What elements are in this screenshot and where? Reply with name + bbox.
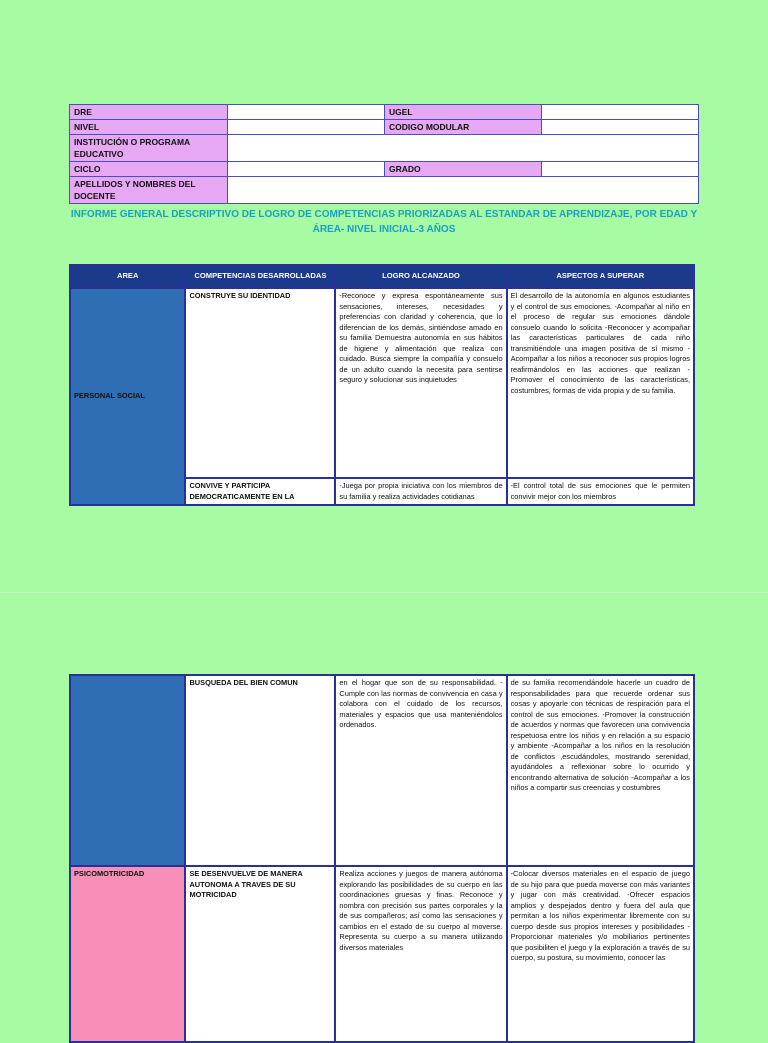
report-title: INFORME GENERAL DESCRIPTIVO DE LOGRO DE COMPETENCIAS PRIORIZADAS AL ESTANDAR DE APRENDIZAJE, POR EDAD Y ÁREA- NIVEL INICIAL-3 AÑOS (70, 209, 698, 235)
grado-label: GRADO (385, 162, 542, 177)
area-psicomotricidad: PSICOMOTRICIDAD (71, 867, 184, 1041)
area-personal-social: PERSONAL SOCIAL (71, 289, 184, 504)
area-personal-social-continued (71, 676, 184, 865)
header-aspectos: ASPECTOS A SUPERAR (508, 266, 693, 287)
competency-bien-comun: BUSQUEDA DEL BIEN COMUN (186, 676, 334, 865)
logro-identity: -Reconoce y expresa espontáneamente sus sensaciones, intereses, necesidades y preferencias con claridad y coherencia, que lo diferencian de los demás, sintiéndose amado en su familia Demuestra autonomía en sus hábitos de higiene y alimentación que realiza con cuidado. Busca siempre la compañía y consuelo de un adulto cuando la necesita para sentirse seguro y solucionar sus inquietudes (336, 289, 505, 477)
logro-convive: -Juega por propia iniciativa con los miembros de su familia y realiza actividades cotidianas (336, 479, 505, 504)
competency-motricidad: SE DESENVUELVE DE MANERA AUTONOMA A TRAVES DE SU MOTRICIDAD (186, 867, 334, 1041)
aspectos-motricidad: -Colocar diversos materiales en el espacio de juego de su hijo para que pueda moverse con más variantes y jugar con más creatividad. -Ofrecer espacios amplios y despejados dentro y fuera del aula que permitan a los niños experimentar libremente con su cuerpo desde sus propios intereses y posibilidades -Proporcionar materiales y/o mobiliarios pertinentes que posibiliten el juego y la exploración a través de su cuerpo, su postura, su movimiento, conocer las (508, 867, 693, 1041)
competency-identity: CONSTRUYE SU IDENTIDAD (186, 289, 334, 477)
nivel-value[interactable] (228, 120, 385, 135)
logro-bien-comun: en el hogar que son de su responsabilidad. -Cumple con las normas de convivencia en casa y colabora con el cuidado de los recursos, materiales y espacios que usa manteniéndolos ordenados. (336, 676, 505, 865)
codigo-modular-label: CODIGO MODULAR (385, 120, 542, 135)
aspectos-bien-comun: de su familia recomendándole hacerle un cuadro de responsabilidades para que recuerde ordenar sus cosas y apoyarle con técnicas de respiración para el control de sus emociones. -Promover la construcción de acuerdos y normas que favorecen una convivencia respetuosa entre los niños y en relación a su espacio y ambiente -Acompañar a los niños en la resolución de conflictos ,escudándoles, mostrando serenidad, ayudándoles a reflexionar sobre lo ocurrido y encontrando alternativa de solución -Acompañar a los niños a compartir sus creencias y costumbres (508, 676, 693, 865)
aspectos-identity: El desarrollo de la autonomía en algunos estudiantes y el control de sus emociones. -Acompañar al niño en el proceso de regular sus emociones dándole consuelo cuando lo solicita -Reconocer y acompañar las características particulares de cada niño transmitiéndole una imagen positiva de sí mismo -Acompañar a los niños a reconocer sus propios logros reafirmándolos en las acciones que realizan -Promover el conocimiento de las características, costumbres, formas de vida propia y de su familia. (508, 289, 693, 477)
codigo-modular-value[interactable] (542, 120, 699, 135)
ciclo-label: CICLO (70, 162, 228, 177)
logro-motricidad: Realiza acciones y juegos de manera autónoma explorando las posibilidades de su cuerpo en las coordinaciones gruesas y finas. Reconoce y nombra con precisión sus partes corporales y la de sus compañeros; así como las sensaciones y cambios en el estado de su cuerpo al moverse. Representa su cuerpo a su manera utilizando diversos materiales (336, 867, 505, 1041)
dre-label: DRE (70, 105, 228, 120)
docente-value[interactable] (228, 177, 699, 204)
header-competencias: COMPETENCIAS DESARROLLADAS (186, 266, 334, 287)
competency-convive: CONVIVE Y PARTICIPA DEMOCRATICAMENTE EN LA (186, 479, 334, 504)
header-area: AREA (71, 266, 184, 287)
dre-value[interactable] (228, 105, 385, 120)
aspectos-convive: -El control total de sus emociones que le permiten convivir mejor con los miembros (508, 479, 693, 504)
institucion-label: INSTITUCIÓN O PROGRAMA EDUCATIVO (70, 135, 228, 162)
ugel-label: UGEL (385, 105, 542, 120)
page-divider (0, 592, 768, 593)
docente-label: APELLIDOS Y NOMBRES DEL DOCENTE (70, 177, 228, 204)
competency-report-table (69, 264, 695, 506)
competency-report-table-continued (69, 674, 695, 1043)
header-logro: LOGRO ALCANZADO (336, 266, 505, 287)
nivel-label: NIVEL (70, 120, 228, 135)
ciclo-value[interactable] (228, 162, 385, 177)
ugel-value[interactable] (542, 105, 699, 120)
teacher-info-table (69, 104, 699, 204)
institucion-value[interactable] (228, 135, 699, 162)
grado-value[interactable] (542, 162, 699, 177)
